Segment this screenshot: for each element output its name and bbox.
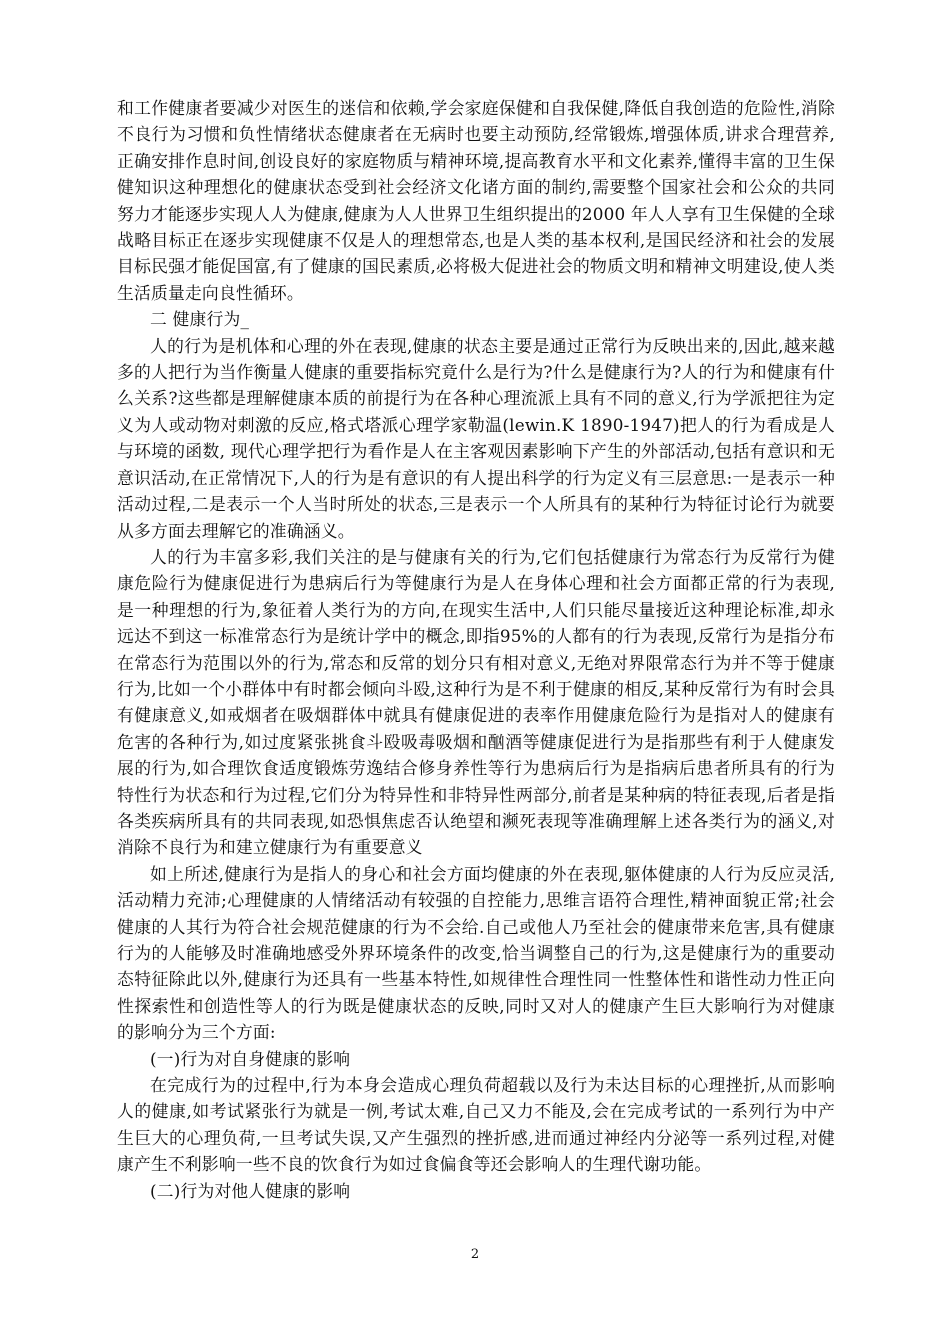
- paragraph-self-health: 在完成行为的过程中,行为本身会造成心理负荷超载以及行为未达目标的心理挫折,从而影响人的健康,如考试紧张行为就是一例,考试太难,自己又力不能及,会在完成考试的一系列行为中产生巨大的心理负荷,一旦考试失误,又产生强烈的挫折感,进而通过神经内分泌等一系列过程,对健康产生不利影响一些不良的饮食行为如过食偏食等还会影响人的生理代谢功能。: [117, 1075, 835, 1175]
- paragraph-continuation: 和工作健康者要减少对医生的迷信和依赖,学会家庭保健和自我保健,降低自我创造的危险性,消除不良行为习惯和负性情绪状态健康者在无病时也要主动预防,经常锻炼,增强体质,讲求合理营养,正确安排作息时间,创设良好的家庭物质与精神环境,提高教育水平和文化素养,懂得丰富的卫生保健知识这种理想化的健康状态受到社会经济文化诸方面的制约,需要整个国家社会和公众的共同努力才能逐步实现人人为健康,健康为人人世界卫生组织提出的2000 年人人享有卫生保健的全球战略目标正在逐步实现健康不仅是人的理想常态,也是人类的基本权利,是国民经济和社会的发展目标民强才能促国富,有了健康的国民素质,必将极大促进社会的物质文明和精神文明建设,使人类生活质量走向良性循环。: [117, 98, 835, 303]
- subheading-others-health: (二)行为对他人健康的影响: [150, 1180, 351, 1201]
- section-heading-health-behavior: 二 健康行为_: [150, 309, 250, 330]
- paragraph-health-behavior-traits: 如上所述,健康行为是指人的身心和社会方面均健康的外在表现,躯体健康的人行为反应灵活,活动精力充沛;心理健康的人情绪活动有较强的自控能力,思维言语符合理性,精神面貌正常;社会健康的人其行为符合社会规范健康的行为不会给.自己或他人乃至社会的健康带来危害,具有健康行为的人能够及时准确地感受外界环境条件的改变,恰当调整自己的行为,这是健康行为的重要动态特征除此以外,健康行为还具有一些基本特性,如规律性合理性同一性整体性和谐性动力性正向性探索性和创造性等人的行为既是健康状态的反映,同时又对人的健康产生巨大影响行为对健康的影响分为三个方面:: [117, 863, 835, 1043]
- page-number: 2: [470, 1247, 480, 1262]
- paragraph-behavior-types: 人的行为丰富多彩,我们关注的是与健康有关的行为,它们包括健康行为常态行为反常行为健康危险行为健康促进行为患病后行为等健康行为是人在身体心理和社会方面都正常的行为表现,是一种理想的行为,象征着人类行为的方向,在现实生活中,人们只能尽量接近这种理论标准,却永远达不到这一标准常态行为是统计学中的概念,即指95%的人都有的行为表现,反常行为是指分布在常态行为范围以外的行为,常态和反常的划分只有相对意义,无绝对界限常态行为并不等于健康行为,比如一个小群体中有时都会倾向斗殴,这种行为是不利于健康的相反,某种反常行为有时会具有健康意义,如戒烟者在吸烟群体中就具有健康促进的表率作用健康危险行为是指对人的健康有危害的各种行为,如过度紧张挑食斗殴吸毒吸烟和酗酒等健康促进行为是指那些有利于人健康发展的行为,如合理饮食适度锻炼劳逸结合修身养性等行为患病后行为是指病后患者所具有的行为特性行为状态和行为过程,它们分为特异性和非特异性两部分,前者是某种病的特征表现,后者是指各类疾病所具有的共同表现,如恐惧焦虑否认绝望和濒死表现等准确理解上述各类行为的涵义,对消除不良行为和建立健康行为有重要意义: [117, 546, 835, 858]
- subheading-self-health: (一)行为对自身健康的影响: [150, 1048, 351, 1069]
- paragraph-behavior-definition: 人的行为是机体和心理的外在表现,健康的状态主要是通过正常行为反映出来的,因此,越来越多的人把行为当作衡量人健康的重要指标究竟什么是行为?什么是健康行为?人的行为和健康有什么关系?这些都是理解健康本质的前提行为在各种心理流派上具有不同的意义,行为学派把往为定义为人或动物对刺激的反应,格式塔派心理学家勒温(lewin.K 1890-1947)把人的行为看成是人与环境的函数, 现代心理学把行为看作是人在主客观因素影响下产生的外部活动,包括有意识和无意识活动,在正常情况下,人的行为是有意识的有人提出科学的行为定义有三层意思:一是表示一种活动过程,二是表示一个人当时所处的状态,三是表示一个人所具有的某种行为特征讨论行为就要从多方面去理解它的准确涵义。: [117, 335, 835, 541]
- page-body: [117, 95, 835, 1204]
